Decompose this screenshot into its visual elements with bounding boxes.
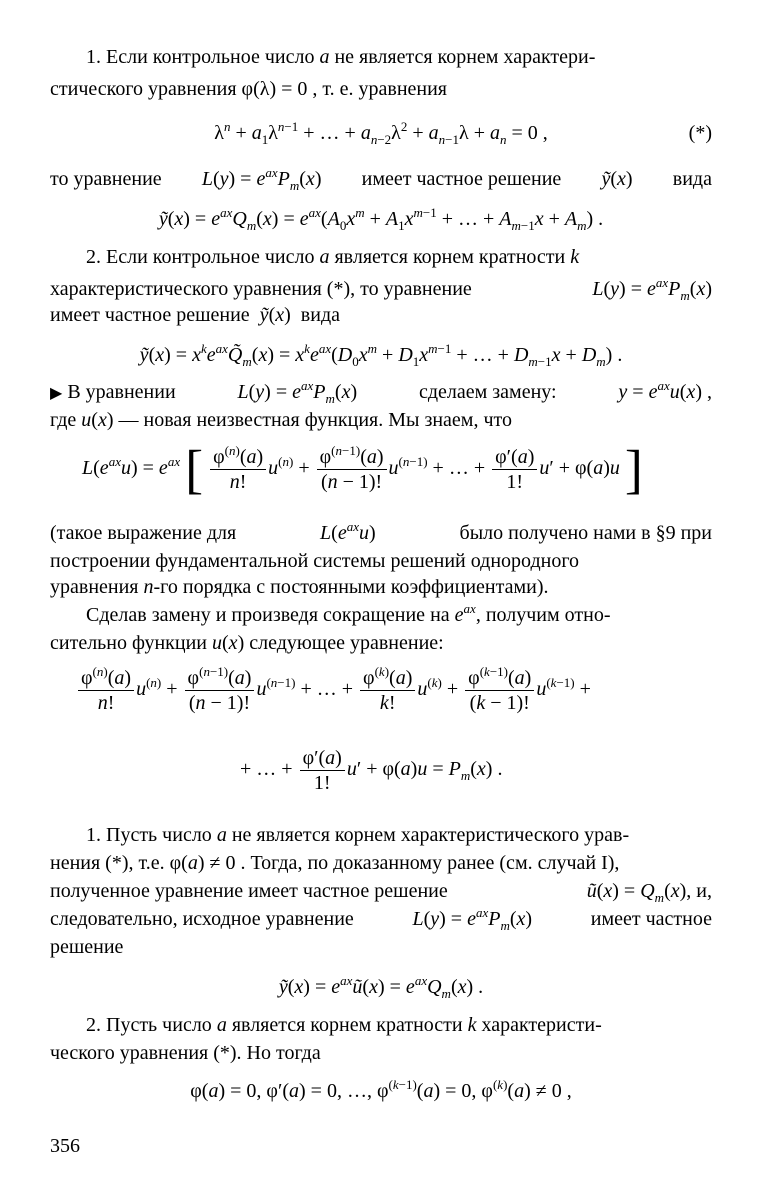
text-line: имеет частное решение ỹ(x) вида [50, 304, 340, 326]
equation-case2-conditions: φ(a) = 0, φ′(a) = 0, …, $\varphi^{(k-1)}(a) = 0$, $\varphi^{(k)}(a) \ne 0$ , [190, 1077, 572, 1102]
text-line: 1. Если контрольное число a не является корнем характери- [86, 46, 596, 68]
text-line: 2. Если контрольное число a является корнем кратности k [86, 246, 580, 268]
proof-start-marker-icon: ▶ [50, 385, 63, 402]
equation-operator-expansion: $L(e^{ax}u) = e^{ax}$ [ $\frac{\varphi^{(n)}(a)}{n!}$ $u^{(n)}$ + $\frac{\varphi^{(n-1)}(a)}{(n - 1)!}$ $u^{(n-1)}$ + … + $\frac{\varphi'(a)}{1!}$ u′ + φ(a)u ] [82, 439, 643, 500]
text-line: ческого уравнения (*). Но тогда [50, 1042, 321, 1064]
text-line: характеристического уравнения (*), то уравнение $L(y) = e^{ax}P_m(x)$ [50, 275, 712, 303]
text-line: то уравнение $L(y) = e^{ax}P_m(x)$ имеет частное решение ỹ(x) вида [50, 165, 712, 193]
equation-characteristic: $\lambda^n + a_1\lambda^{n-1}$ + … + $a_{n-2}\lambda^2 + a_{n-1}\lambda + a_n = 0$ , [214, 119, 548, 147]
text-line: полученное уравнение имеет частное решение ũ(x) = $Q_m(x)$, и, [50, 880, 712, 905]
text-line: где u(x) — новая неизвестная функция. Мы знаем, что [50, 409, 512, 431]
text-line: ▶ В уравнении $L(y) = e^{ax}P_m(x)$ сделаем замену: $y = e^{ax}u(x)$ , [50, 378, 712, 406]
text-line: 2. Пусть число a является корнем кратности k характеристи- [86, 1014, 602, 1036]
text-line: нения (*), т.е. φ(a) ≠ 0 . Тогда, по доказанному ранее (см. случай I), [50, 852, 620, 874]
page-number: 356 [50, 1135, 80, 1157]
text-line: решение [50, 936, 124, 958]
text-line: 1. Пусть число a не является корнем характеристического урав- [86, 824, 630, 846]
text-line: Сделав замену и произведя сокращение на $e^{ax}$, получим отно- [86, 601, 611, 626]
equation-particular-solution: ỹ(x) = $e^{ax}Q_m(x) = e^{ax}(A_0x^m + A_1x^{m-1}$ + … + $A_{m-1}x + A_m$) . [158, 205, 604, 233]
equation-resonance-solution: ỹ(x) = $x^ke^{ax}Q̃_m(x) = x^ke^{ax}(D_0x^m + D_1x^{m-1}$ + … + $D_{m-1}x + D_m$) . [139, 341, 623, 369]
equation-case1-solution: ỹ(x) = $e^{ax}ũ(x) = e^{ax}Q_m(x)$ . [278, 973, 484, 1001]
equation-reduced-line1: $\frac{\varphi^{(n)}(a)}{n!}$ $u^{(n)}$ + $\frac{\varphi^{(n-1)}(a)}{(n - 1)!}$ $u^{(n-1)}$ + … + $\frac{\varphi^{(k)}(a)}{k!}$ $u^{(k)}$ + $\frac{\varphi^{(k-1)}(a)}{(k - 1)!}$ $u^{(k-1)}$ + [76, 666, 591, 715]
text-line: уравнения n-го порядка с постоянными коэффициентами). [50, 576, 549, 598]
text-line: стического уравнения φ(λ) = 0 , т. е. уравнения [50, 78, 448, 100]
text-line: следовательно, исходное уравнение $L(y) = e^{ax}P_m(x)$ имеет частное [50, 905, 712, 933]
text-line: сительно функции u(x) следующее уравнение: [50, 632, 444, 654]
equation-reduced-line2: + … + $\frac{\varphi'(a)}{1!}$ $u' + \varphi(a)u = P_m(x)$ . [240, 747, 503, 794]
equation-tag: (*) [688, 122, 712, 144]
text-line: построении фундаментальной системы решений однородного [50, 550, 580, 572]
text-line: (такое выражение для $L(e^{ax}u)$ было получено нами в §9 при [50, 519, 712, 544]
